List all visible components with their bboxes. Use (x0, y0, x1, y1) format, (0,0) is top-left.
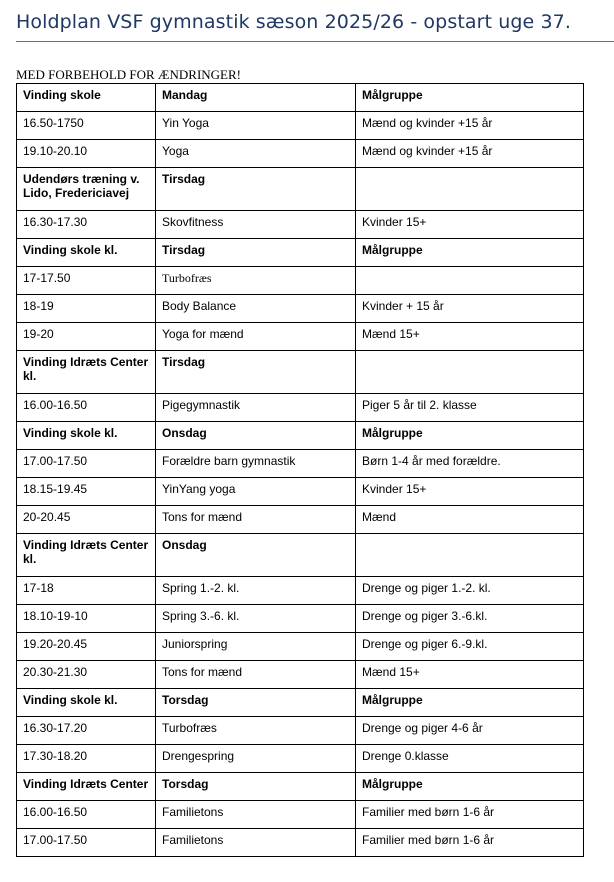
table-row (17, 450, 584, 478)
table-row (17, 717, 584, 745)
activity-cell: Familietons (156, 829, 356, 857)
time-cell: 19.20-20.45 (17, 633, 156, 661)
day-cell: Onsdag (156, 422, 356, 450)
target-group-cell: Familier med børn 1-6 år (356, 829, 584, 857)
target-group-cell: Mænd 15+ (356, 323, 584, 351)
time-cell: 18-19 (17, 295, 156, 323)
time-cell: 19-20 (17, 323, 156, 351)
target-group-header-cell (356, 351, 584, 394)
activity-cell: Tons for mænd (156, 506, 356, 534)
venue-cell: Vinding skole kl. (17, 239, 156, 267)
title-underline (16, 41, 614, 42)
day-cell: Tirsdag (156, 168, 356, 211)
time-cell: 18.15-19.45 (17, 478, 156, 506)
time-cell: 20-20.45 (17, 506, 156, 534)
venue-cell: Vinding Idræts Center kl. (17, 351, 156, 394)
table-row (17, 267, 584, 295)
activity-cell: Yin Yoga (156, 112, 356, 140)
target-group-cell: Mænd 15+ (356, 661, 584, 689)
venue-cell: Udendørs træning v. Lido, Fredericiavej (17, 168, 156, 211)
venue-cell: Vinding Idræts Center (17, 773, 156, 801)
target-group-header-cell: Målgruppe (356, 422, 584, 450)
table-row (17, 112, 584, 140)
schedule-table (16, 83, 584, 857)
table-row (17, 394, 584, 422)
venue-cell: Vinding skole kl. (17, 422, 156, 450)
section-header-row (17, 168, 584, 211)
activity-cell: YinYang yoga (156, 478, 356, 506)
target-group-cell: Mænd (356, 506, 584, 534)
target-group-cell: Børn 1-4 år med forældre. (356, 450, 584, 478)
cursor-mark (583, 245, 584, 267)
table-row (17, 140, 584, 168)
target-group-cell: Drenge og piger 3.-6.kl. (356, 605, 584, 633)
activity-cell: Tons for mænd (156, 661, 356, 689)
section-header-row (17, 534, 584, 577)
target-group-cell: Piger 5 år til 2. klasse (356, 394, 584, 422)
section-header-row (17, 351, 584, 394)
activity-cell: Pigegymnastik (156, 394, 356, 422)
venue-cell: Vinding Idræts Center kl. (17, 534, 156, 577)
target-group-header-cell: Målgruppe (356, 773, 584, 801)
target-group-cell: Kvinder 15+ (356, 211, 584, 239)
activity-cell: Familietons (156, 801, 356, 829)
section-header-row (17, 422, 584, 450)
time-cell: 16.00-16.50 (17, 394, 156, 422)
activity-cell: Spring 1.-2. kl. (156, 577, 356, 605)
activity-cell: Forældre barn gymnastik (156, 450, 356, 478)
table-row (17, 745, 584, 773)
target-group-header-cell (356, 534, 584, 577)
activity-cell: Body Balance (156, 295, 356, 323)
table-row (17, 633, 584, 661)
venue-cell: Vinding skole kl. (17, 689, 156, 717)
section-header-row (17, 84, 584, 112)
time-cell: 16.30-17.30 (17, 211, 156, 239)
day-cell: Onsdag (156, 534, 356, 577)
table-row (17, 661, 584, 689)
time-cell: 19.10-20.10 (17, 140, 156, 168)
table-row (17, 577, 584, 605)
time-cell: 17.30-18.20 (17, 745, 156, 773)
table-row (17, 605, 584, 633)
target-group-cell: Drenge 0.klasse (356, 745, 584, 773)
activity-cell: Juniorspring (156, 633, 356, 661)
target-group-cell: Mænd og kvinder +15 år (356, 112, 584, 140)
time-cell: 17-18 (17, 577, 156, 605)
schedule-body (17, 84, 584, 857)
target-group-cell: Mænd og kvinder +15 år (356, 140, 584, 168)
target-group-cell: Kvinder + 15 år (356, 295, 584, 323)
section-header-row (17, 773, 584, 801)
target-group-cell: Kvinder 15+ (356, 478, 584, 506)
target-group-cell: Drenge og piger 1.-2. kl. (356, 577, 584, 605)
target-group-cell: Familier med børn 1-6 år (356, 801, 584, 829)
table-row (17, 295, 584, 323)
target-group-cell: Drenge og piger 4-6 år (356, 717, 584, 745)
activity-cell: Turbofræs (156, 717, 356, 745)
time-cell: 17.00-17.50 (17, 829, 156, 857)
activity-cell: Drengespring (156, 745, 356, 773)
section-header-row (17, 689, 584, 717)
time-cell: 17.00-17.50 (17, 450, 156, 478)
time-cell: 16.00-16.50 (17, 801, 156, 829)
activity-cell: Skovfitness (156, 211, 356, 239)
target-group-header-cell: Målgruppe (356, 84, 584, 112)
time-cell: 17-17.50 (17, 267, 156, 295)
time-cell: 16.50-1750 (17, 112, 156, 140)
change-notice: MED FORBEHOLD FOR ÆNDRINGER! (16, 67, 241, 82)
day-cell: Tirsdag (156, 239, 356, 267)
activity-cell: Yoga (156, 140, 356, 168)
day-cell: Mandag (156, 84, 356, 112)
table-row (17, 211, 584, 239)
time-cell: 18.10-19-10 (17, 605, 156, 633)
day-cell: Tirsdag (156, 351, 356, 394)
document-title: Holdplan VSF gymnastik sæson 2025/26 - opstart uge 37. (16, 11, 571, 33)
target-group-cell: Drenge og piger 6.-9.kl. (356, 633, 584, 661)
day-cell: Torsdag (156, 689, 356, 717)
target-group-header-cell (356, 168, 584, 211)
table-row (17, 829, 584, 857)
time-cell: 16.30-17.20 (17, 717, 156, 745)
table-row (17, 478, 584, 506)
target-group-header-cell: Målgruppe (356, 239, 584, 267)
activity-cell: Turbofræs (156, 267, 356, 295)
target-group-cell (356, 267, 584, 295)
section-header-row (17, 239, 584, 267)
venue-cell: Vinding skole (17, 84, 156, 112)
activity-cell: Yoga for mænd (156, 323, 356, 351)
table-row (17, 323, 584, 351)
target-group-header-cell: Målgruppe (356, 689, 584, 717)
activity-cell: Spring 3.-6. kl. (156, 605, 356, 633)
day-cell: Torsdag (156, 773, 356, 801)
table-row (17, 506, 584, 534)
time-cell: 20.30-21.30 (17, 661, 156, 689)
table-row (17, 801, 584, 829)
